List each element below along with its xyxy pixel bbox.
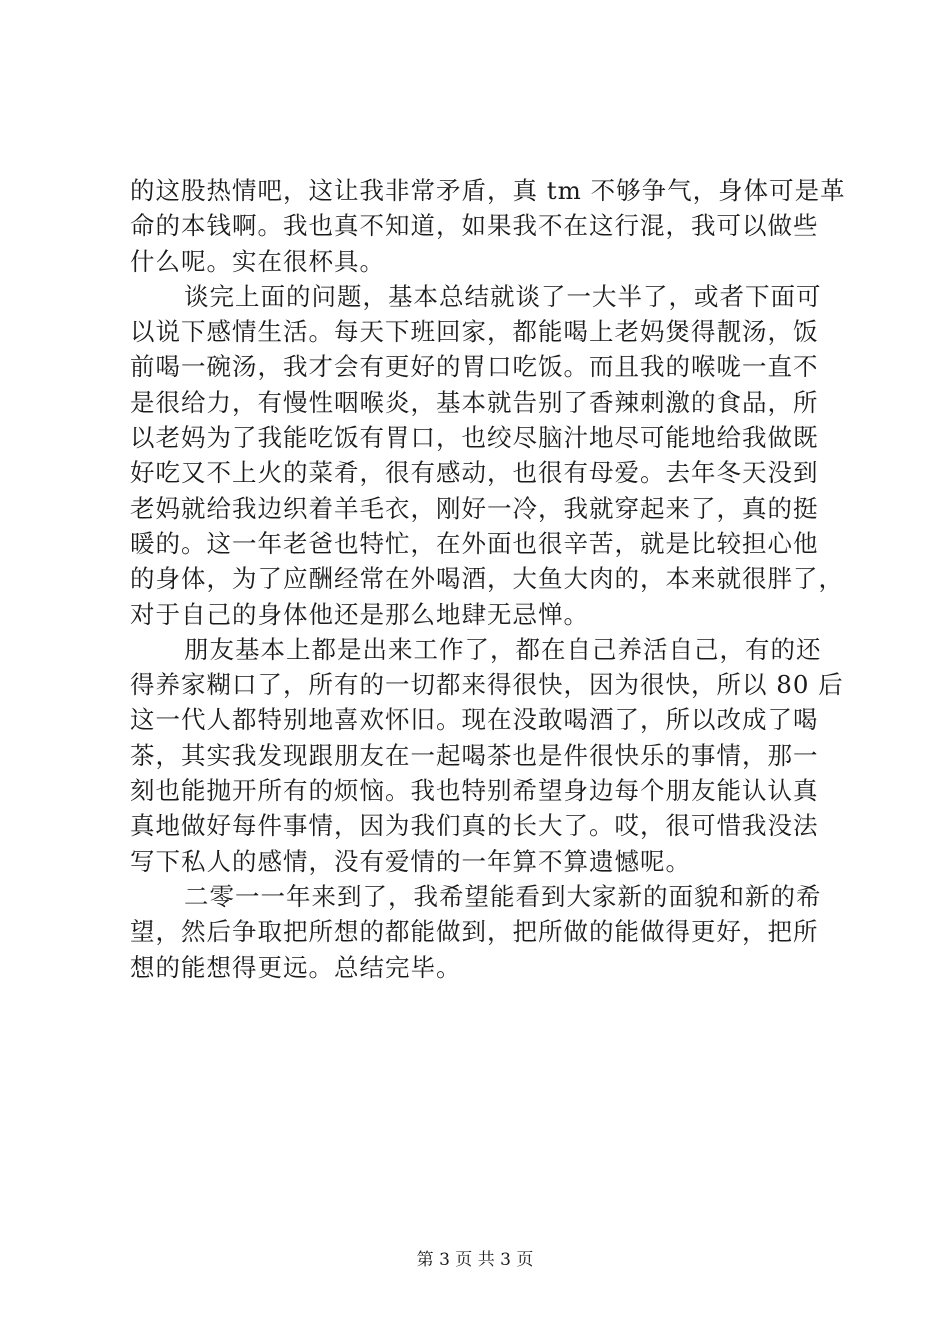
page-footer: 第 3 页 共 3 页 [416,1250,534,1270]
text-line: 好吃又不上火的菜肴，很有感动，也很有母爱。去年冬天没到 [130,458,819,488]
text-line: 的这股热情吧，这让我非常矛盾，真 tm 不够争气，身体可是革 [130,176,846,205]
text-line: 暖的。这一年老爸也特忙，在外面也很辛苦，就是比较担心他 [130,528,819,558]
text-line: 以说下感情生活。每天下班回家，都能喝上老妈煲得靓汤，饭 [130,317,819,347]
text-line: 望，然后争取把所想的都能做到，把所做的能做得更好，把所 [130,917,819,947]
paragraph-start-line: 二零一一年来到了，我希望能看到大家新的面貌和新的希 [184,881,822,911]
text-line: 命的本钱啊。我也真不知道，如果我不在这行混，我可以做些 [130,211,819,241]
text-line: 什么呢。实在很杯具。 [130,246,385,276]
text-line: 刻也能抛开所有的烦恼。我也特别希望身边每个朋友能认认真 [130,776,819,806]
text-line: 以老妈为了我能吃饭有胃口，也绞尽脑汁地尽可能地给我做既 [130,423,819,453]
text-line: 真地做好每件事情，因为我们真的长大了。哎，很可惜我没法 [130,811,819,841]
text-line: 得养家糊口了，所有的一切都来得很快，因为很快，所以 80 后 [130,670,844,700]
text-line: 茶，其实我发现跟朋友在一起喝茶也是件很快乐的事情，那一 [130,740,819,770]
text-line: 这一代人都特别地喜欢怀旧。现在没敢喝酒了，所以改成了喝 [130,705,819,735]
document-body [130,173,846,985]
text-line: 对于自己的身体他还是那么地肆无忌惮。 [130,599,589,629]
text-line: 前喝一碗汤，我才会有更好的胃口吃饭。而且我的喉咙一直不 [130,352,819,382]
text-line: 的身体，为了应酬经常在外喝酒，大鱼大肉的，本来就很胖了， [130,564,844,594]
text-line: 想的能想得更远。总结完毕。 [130,952,462,982]
text-line: 老妈就给我边织着羊毛衣，刚好一冷，我就穿起来了，真的挺 [130,493,819,523]
text-line: 是很给力，有慢性咽喉炎，基本就告别了香辣刺激的食品，所 [130,387,819,417]
paragraph-start-line: 朋友基本上都是出来工作了，都在自己养活自己，有的还 [184,634,822,664]
text-line: 写下私人的感情，没有爱情的一年算不算遗憾呢。 [130,846,691,876]
paragraph-start-line: 谈完上面的问题，基本总结就谈了一大半了，或者下面可 [184,281,822,311]
